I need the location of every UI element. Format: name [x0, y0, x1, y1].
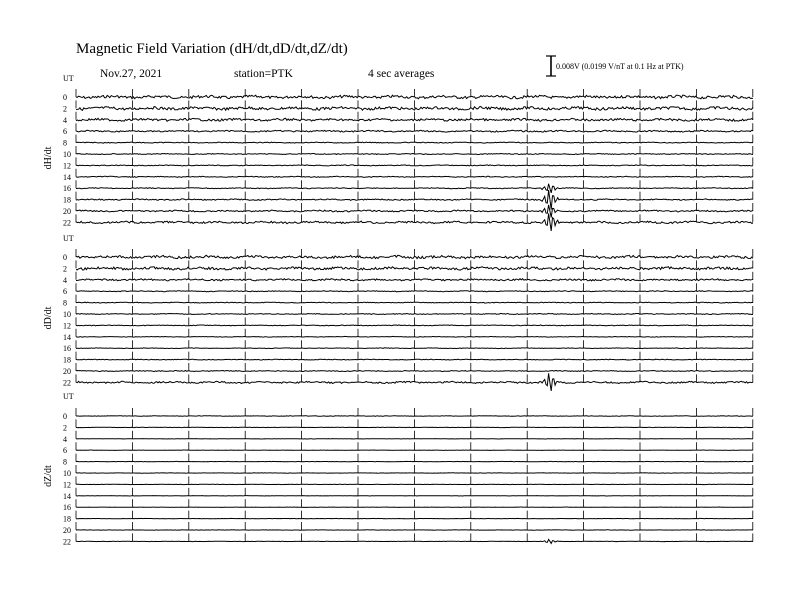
hour-label: 0 — [63, 253, 67, 262]
hour-label: 10 — [63, 150, 71, 159]
hour-label: 12 — [63, 321, 71, 331]
hour-label: 14 — [63, 491, 71, 501]
hour-label: 8 — [63, 457, 67, 467]
hour-label: 22 — [63, 378, 71, 388]
hour-label: 8 — [63, 138, 67, 148]
hour-label: 14 — [63, 172, 71, 182]
hour-label: 18 — [63, 355, 71, 365]
scale-label: 0.008V (0.0199 V/nT at 0.1 Hz at PTK) — [556, 62, 684, 71]
ut-label: UT — [63, 234, 74, 243]
hour-label: 16 — [63, 184, 71, 194]
hour-label: 0 — [63, 412, 67, 421]
hour-label: 10 — [63, 310, 71, 319]
panel-dddt — [43, 234, 753, 391]
hour-label: 4 — [63, 275, 67, 285]
hour-label: 22 — [63, 537, 71, 547]
averaging-label: 4 sec averages — [368, 68, 435, 80]
hour-label: 16 — [63, 344, 71, 354]
hour-label: 10 — [63, 469, 71, 478]
scale-bar — [546, 56, 556, 76]
hour-label: 6 — [63, 127, 67, 137]
component-label: dZ/dt — [43, 465, 54, 487]
hour-label: 18 — [63, 195, 71, 205]
hour-label: 0 — [63, 93, 67, 102]
panels-group — [43, 74, 753, 546]
hour-label: 16 — [63, 503, 71, 513]
date-label: Nov.27, 2021 — [100, 68, 163, 80]
hour-label: 18 — [63, 514, 71, 524]
ut-label: UT — [63, 392, 74, 401]
hour-label: 14 — [63, 332, 71, 342]
station-label: station=PTK — [234, 68, 293, 80]
hour-label: 12 — [63, 161, 71, 171]
hour-label: 20 — [63, 526, 71, 535]
chart-title: Magnetic Field Variation (dH/dt,dD/dt,dZ/dt) — [76, 41, 348, 57]
hour-label: 6 — [63, 287, 67, 297]
hour-label: 22 — [63, 218, 71, 228]
ut-label: UT — [63, 74, 74, 83]
panel-dhdt — [43, 74, 753, 231]
hour-label: 2 — [63, 104, 67, 114]
panel-dzdt — [43, 392, 753, 546]
hour-label: 8 — [63, 298, 67, 308]
component-label: dH/dt — [43, 146, 54, 170]
hour-label: 4 — [63, 115, 67, 125]
hour-label: 20 — [63, 207, 71, 216]
hour-label: 12 — [63, 480, 71, 490]
hour-label: 20 — [63, 367, 71, 376]
hour-label: 2 — [63, 264, 67, 274]
hour-label: 6 — [63, 446, 67, 456]
hour-label: 2 — [63, 423, 67, 433]
hour-label: 4 — [63, 434, 67, 444]
component-label: dD/dt — [43, 306, 54, 330]
